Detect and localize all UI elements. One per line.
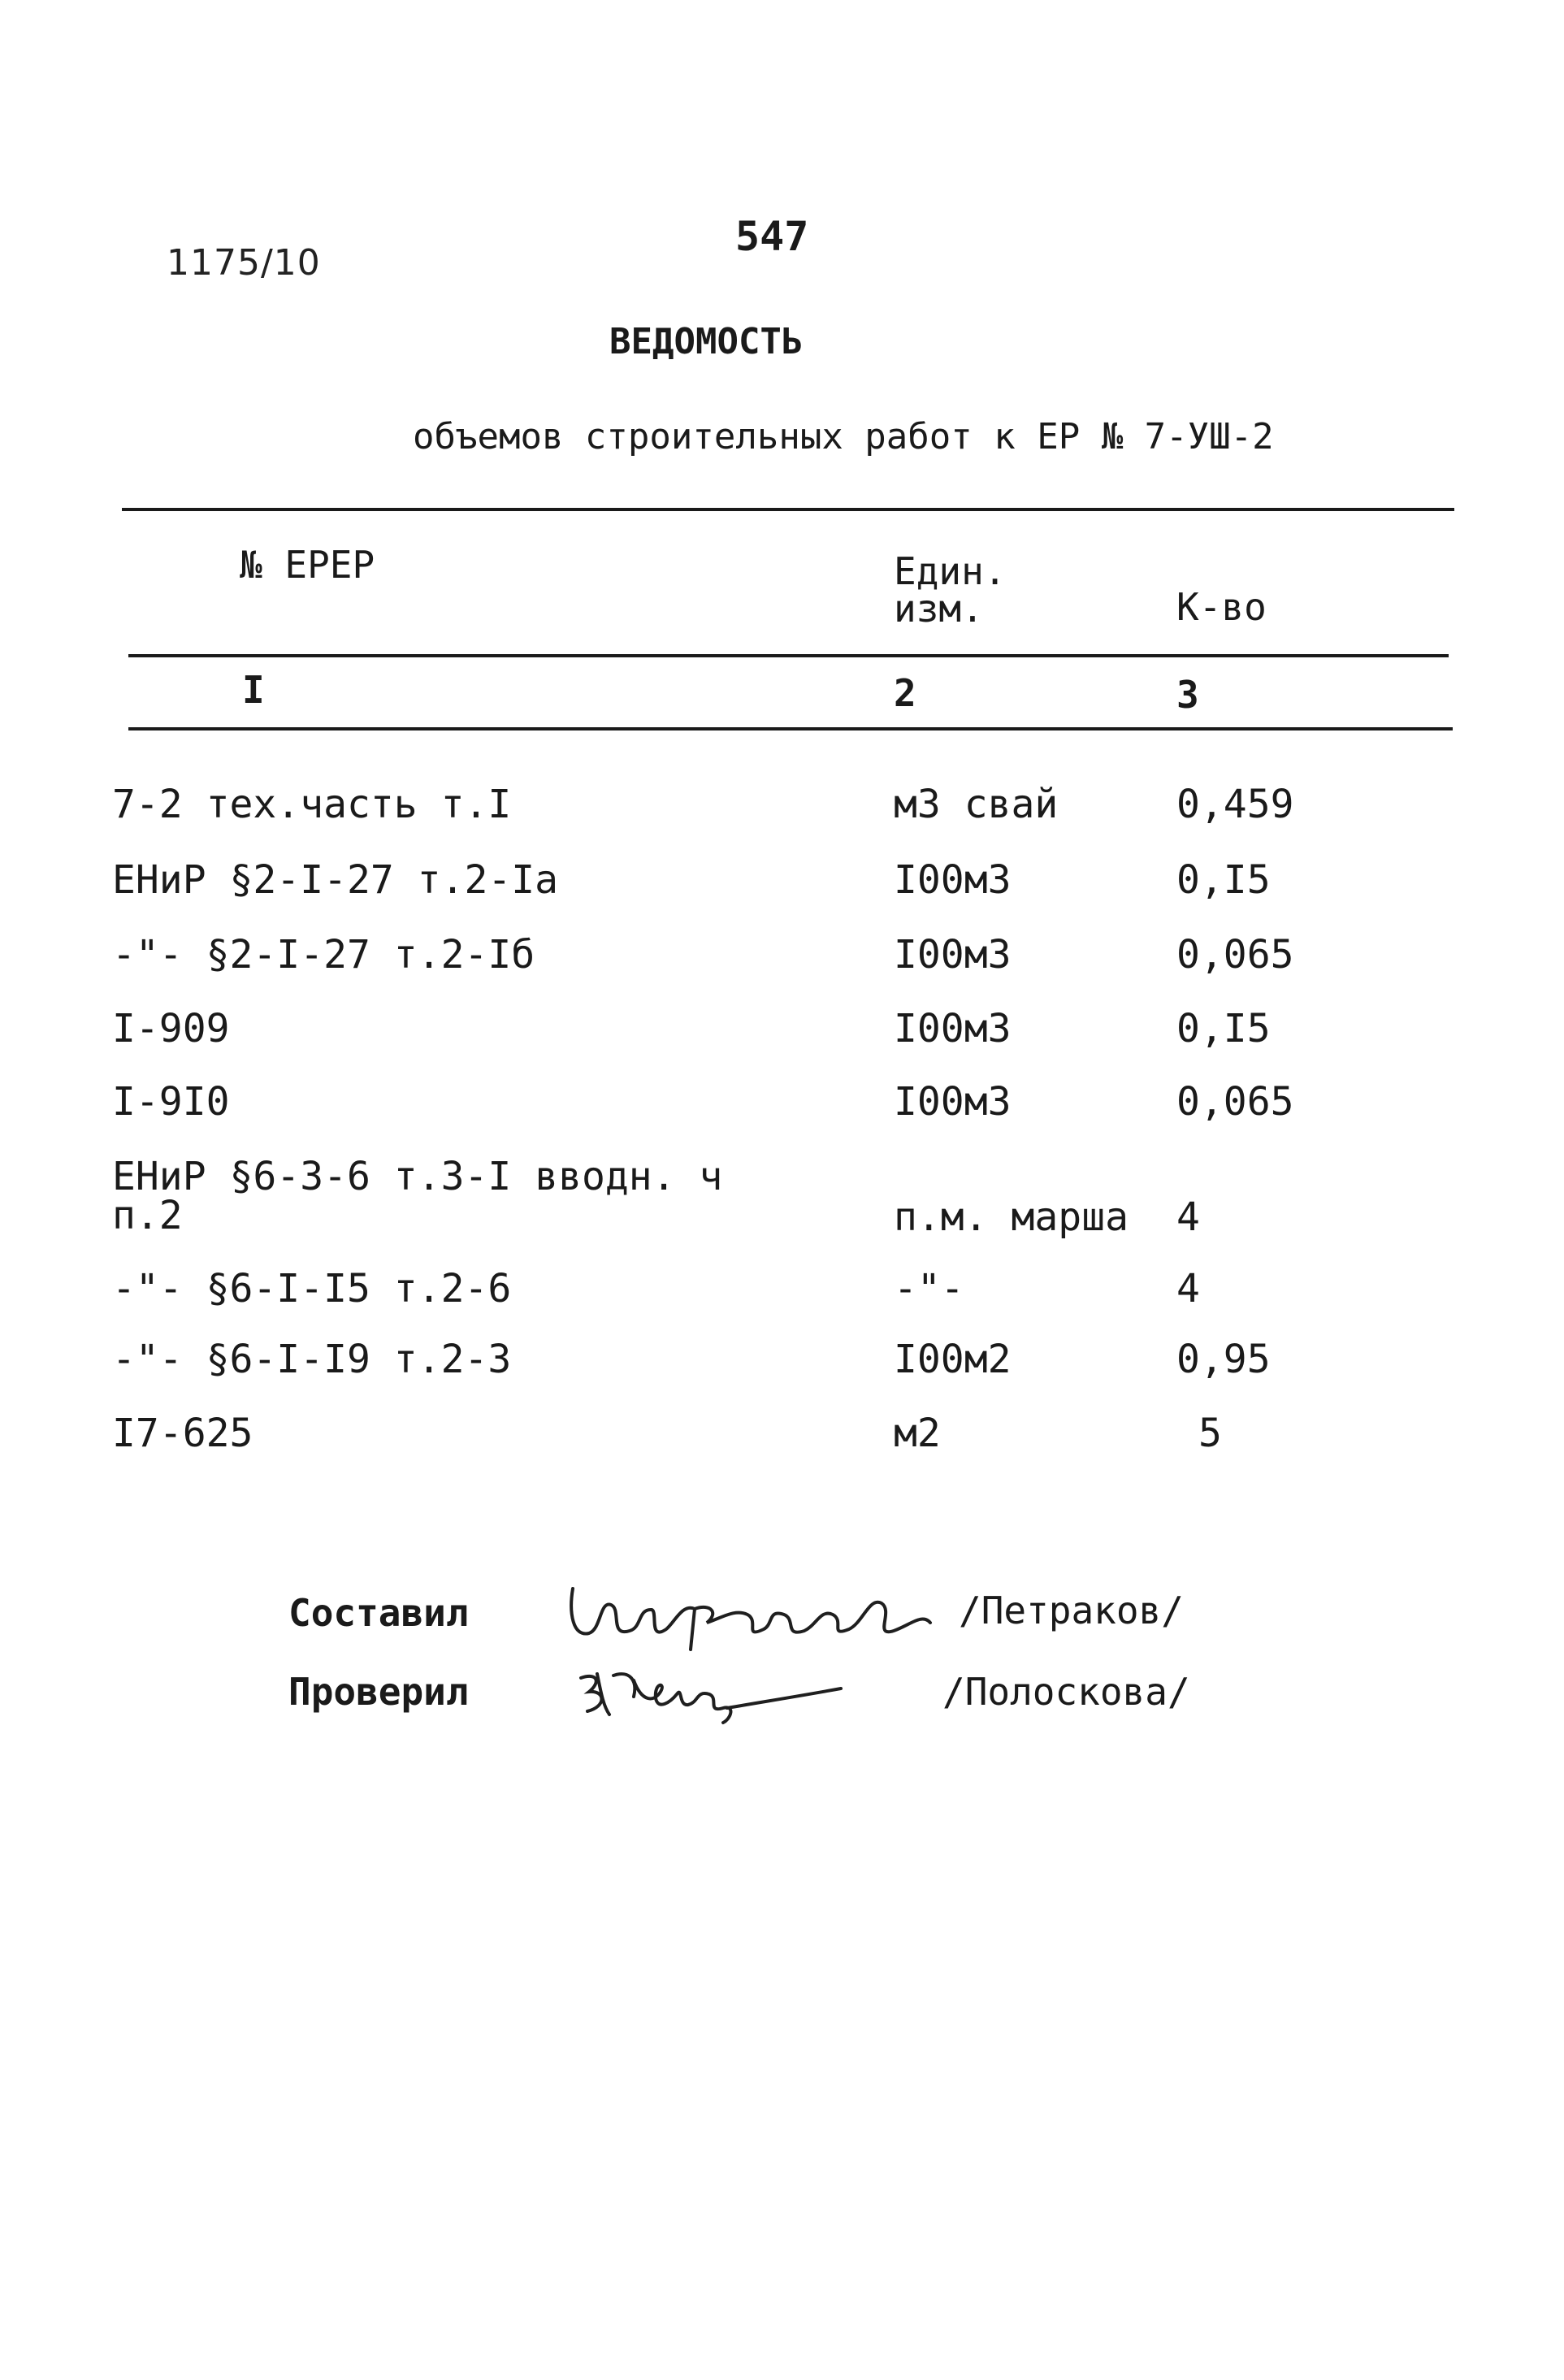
archive-number: 1175/10 [167,242,321,284]
row-ref: -"- §6-I-I5 т.2-6 [112,1266,512,1311]
row-ref: -"- §2-I-27 т.2-Iб [112,932,535,978]
row-qty: 0,065 [1176,932,1294,978]
document-title: ВЕДОМОСТЬ [609,321,804,362]
checked-label: Проверил [288,1670,469,1714]
row-unit: м3 свай [894,782,1059,827]
row-unit: I00м3 [894,1006,1012,1051]
column-number-1: I [242,668,265,712]
table-row [0,1337,1564,1385]
header-unit-line1: Един. [894,549,1007,593]
table-row [0,1266,1564,1315]
table-top-rule [122,508,1454,511]
row-qty: 0,I5 [1176,857,1271,903]
row-qty: 0,95 [1176,1337,1271,1382]
row-qty: 0,459 [1176,782,1294,827]
row-ref: I7-625 [112,1411,253,1456]
row-ref-line1: ЕНиР §6-3-6 т.3-I вводн. ч [112,1154,723,1199]
page-number: 547 [735,213,809,260]
checked-signature [565,1658,857,1739]
checked-name: /Полоскова/ [942,1670,1190,1714]
table-row [0,1006,1564,1055]
table-row [0,1411,1564,1459]
document-subtitle: объемов строительных работ к ЕР № 7-УШ-2 [413,416,1274,457]
table-row [0,857,1564,906]
header-rule [128,654,1449,657]
compiled-name: /Петраков/ [959,1589,1184,1632]
row-unit: I00м3 [894,1079,1012,1125]
row-unit: м2 [894,1411,941,1456]
compiled-label: Составил [288,1591,469,1635]
row-unit: I00м3 [894,857,1012,903]
row-unit: I00м2 [894,1337,1012,1382]
table-row [0,1154,1564,1251]
row-ref: 7-2 тех.часть т.I [112,782,512,827]
table-row [0,932,1564,981]
column-number-3: 3 [1176,673,1199,717]
row-ref-line2: п.2 [112,1193,183,1238]
row-ref: ЕНиР §2-I-27 т.2-Iа [112,857,559,903]
header-qty: К-во [1176,585,1267,629]
row-unit: п.м. марша [894,1194,1129,1240]
compiled-signature [561,1564,942,1654]
row-unit: I00м3 [894,932,1012,978]
table-row [0,1079,1564,1128]
row-qty: 0,I5 [1176,1006,1271,1051]
row-qty: 4 [1176,1266,1200,1311]
row-ref: I-909 [112,1006,230,1051]
table-row [0,782,1564,830]
row-ref: -"- §6-I-I9 т.2-3 [112,1337,512,1382]
row-qty: 5 [1198,1411,1222,1456]
column-number-rule [128,727,1453,730]
header-unit-line2: изм. [894,587,984,631]
row-unit: -"- [894,1266,964,1311]
row-qty: 0,065 [1176,1079,1294,1125]
row-qty: 4 [1176,1194,1200,1240]
column-number-2: 2 [894,671,916,715]
header-ref: № ЕРЕР [240,543,375,587]
row-ref: I-9I0 [112,1079,230,1125]
